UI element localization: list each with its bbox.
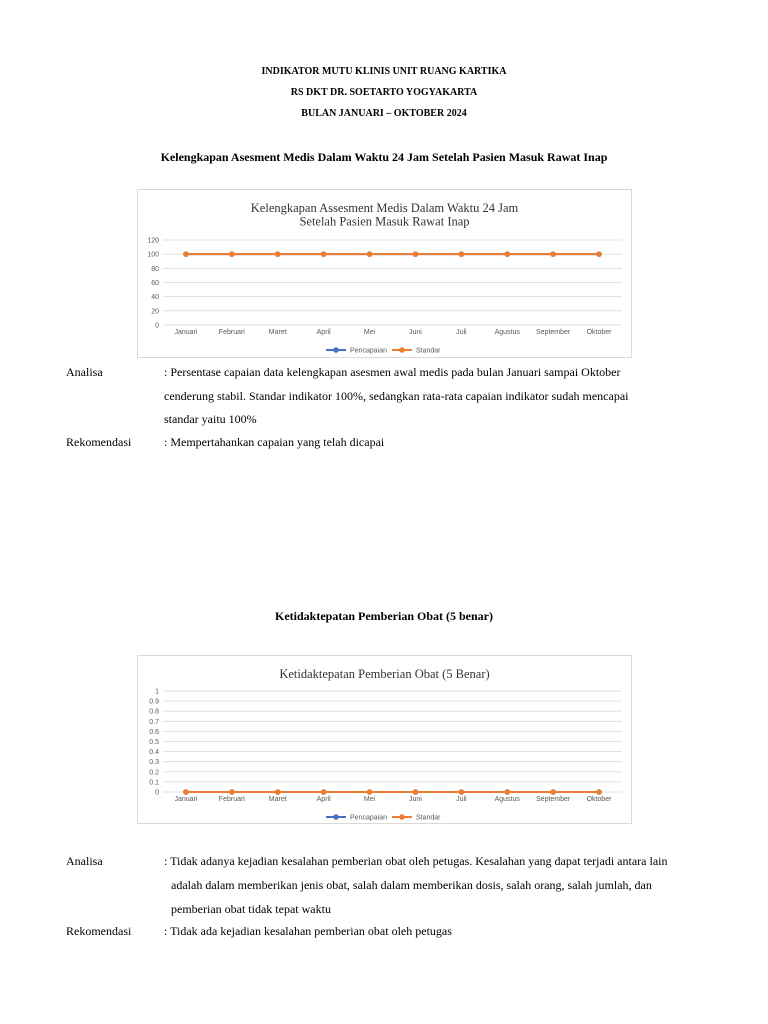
section1-analisa-line-3: standar yaitu 100% <box>164 412 257 426</box>
chart-2-ytick-label: 0.2 <box>149 769 159 777</box>
chart-2-series-standar-point <box>275 789 281 795</box>
chart-2-series-standar-point <box>183 789 189 795</box>
chart-2-xtick-label: Oktober <box>586 796 612 803</box>
chart-2-xtick-label: Maret <box>268 796 287 803</box>
chart-2-legend-pencapaian-marker <box>333 814 339 820</box>
chart-2-series-standar-point <box>459 789 465 795</box>
chart-2-ytick-label: 0.3 <box>149 759 159 767</box>
chart-2-xtick-label: Juli <box>456 796 467 803</box>
chart-1-xtick-label: Januari <box>174 329 198 336</box>
chart-1-xtick-label: Oktober <box>586 329 612 336</box>
chart-2-xtick-label: April <box>316 796 331 803</box>
chart-1-series-standar-point <box>550 251 556 257</box>
chart-2-xtick-label: Januari <box>174 796 198 803</box>
chart-2-series-standar-point <box>229 789 235 795</box>
chart-1 <box>137 189 632 358</box>
chart-2-legend-standar-marker <box>399 814 405 820</box>
chart-2-series-standar-point <box>550 789 556 795</box>
chart-2-title-line-1: Ketidaktepatan Pemberian Obat (5 Benar) <box>279 667 490 681</box>
chart-1-xtick-label: Februari <box>218 329 245 336</box>
chart-2-ytick-label: 0 <box>155 789 159 797</box>
chart-1-ytick-label: 60 <box>151 280 159 287</box>
section2-analisa-line-3: pemberian obat tidak tepat waktu <box>171 901 331 916</box>
chart-2-xtick-label: Juni <box>409 796 422 803</box>
section1-analisa-line-2: cenderung stabil. Standar indikator 100%, sedangkan rata-rata capaian indikator sudah mencapai <box>164 388 629 403</box>
chart-2-svg <box>138 656 631 823</box>
chart-2-series-standar-point <box>504 789 510 795</box>
section2-analisa-line-1: : Tidak adanya kejadian kesalahan pemberian obat oleh petugas. Kesalahan yang dapat terjadi antara lain <box>164 854 668 868</box>
chart-1-legend-pencapaian-label: Pencapaian <box>350 347 387 355</box>
chart-1-series-standar-point <box>183 251 189 257</box>
chart-1-series-standar-point <box>229 251 235 257</box>
chart-1-ytick-label: 20 <box>151 308 159 316</box>
section1-analisa-label: Analisa <box>66 365 103 379</box>
chart-2-xtick-label: Februari <box>218 796 245 803</box>
report-title-line-3: BULAN JANUARI – OKTOBER 2024 <box>301 108 467 119</box>
chart-1-series-standar-point <box>275 251 281 257</box>
section2-analisa-line-2: adalah dalam memberikan jenis obat, salah dalam memberikan dosis, salah orang, salah jumlah, dan <box>171 878 652 892</box>
chart-1-xtick-label: Maret <box>268 329 287 336</box>
chart-2-xtick-label: Mei <box>363 796 376 803</box>
chart-1-ytick-label: 0 <box>155 322 159 330</box>
chart-1-xtick-label: Juni <box>409 329 422 336</box>
chart-1-ytick-label: 40 <box>151 294 159 302</box>
chart-2-series-standar-point <box>596 789 602 795</box>
section1-rekomendasi-text: : Mempertahankan capaian yang telah dicapai <box>164 435 385 449</box>
report-title-line-2: RS DKT DR. SOETARTO YOGYAKARTA <box>290 87 478 98</box>
chart-2-ytick-label: 1 <box>155 688 159 696</box>
chart-2-xtick-label: Agustus <box>494 796 520 803</box>
chart-1-legend-pencapaian-marker <box>333 347 339 353</box>
section1-rekomendasi-label: Rekomendasi <box>66 435 132 449</box>
chart-1-xtick-label: Agustus <box>494 329 520 336</box>
chart-2-legend-standar-label: Standar <box>416 814 441 822</box>
chart-1-series-standar-point <box>504 251 510 257</box>
chart-2-ytick-label: 0.1 <box>149 779 159 787</box>
chart-2-ytick-label: 0.6 <box>149 728 159 736</box>
chart-1-series-standar-point <box>367 251 373 257</box>
chart-2-ytick-label: 0.5 <box>149 739 159 746</box>
chart-2-ytick-label: 0.4 <box>149 749 159 757</box>
chart-1-xtick-label: Juli <box>456 329 467 336</box>
chart-1-xtick-label: April <box>316 329 331 336</box>
chart-1-svg <box>138 190 631 357</box>
chart-1-legend-standar-label: Standar <box>416 347 441 355</box>
chart-2-ytick-label: 0.7 <box>149 718 159 726</box>
section2-analisa-label: Analisa <box>66 854 103 868</box>
chart-1-xtick-label: September <box>536 329 571 336</box>
chart-2-legend-pencapaian-label: Pencapaian <box>350 814 387 822</box>
chart-1-ytick-label: 120 <box>147 237 159 245</box>
chart-2-series-standar-point <box>413 789 419 795</box>
chart-1-ytick-label: 80 <box>151 265 159 273</box>
chart-1-legend-standar-marker <box>399 347 405 353</box>
chart-1-series-standar-point <box>459 251 465 257</box>
chart-1-ytick-label: 100 <box>147 251 159 259</box>
section2-rekomendasi-text: : Tidak ada kejadian kesalahan pemberian obat oleh petugas <box>164 924 452 938</box>
chart-1-series-standar-point <box>596 251 602 257</box>
chart-2-ytick-label: 0.9 <box>149 698 159 706</box>
section1-heading: Kelengkapan Asesment Medis Dalam Waktu 24 Jam Setelah Pasien Masuk Rawat Inap <box>160 150 608 164</box>
chart-2-series-standar-point <box>367 789 373 795</box>
chart-1-title-line-2: Setelah Pasien Masuk Rawat Inap <box>299 214 470 229</box>
chart-2-series-standar-point <box>321 789 327 795</box>
chart-1-title-line-1: Kelengkapan Assesment Medis Dalam Waktu 24 Jam <box>250 201 519 215</box>
chart-1-series-standar-point <box>413 251 419 257</box>
section2-rekomendasi-label: Rekomendasi <box>66 924 132 938</box>
chart-2 <box>137 655 632 824</box>
section2-heading: Ketidaktepatan Pemberian Obat (5 benar) <box>275 609 493 623</box>
section1-analisa-line-1: : Persentase capaian data kelengkapan asesmen awal medis pada bulan Januari sampai Oktober <box>164 365 621 379</box>
chart-2-ytick-label: 0.8 <box>149 708 159 716</box>
chart-1-xtick-label: Mei <box>363 329 376 336</box>
chart-2-xtick-label: September <box>536 796 571 803</box>
chart-1-series-standar-point <box>321 251 327 257</box>
report-title-line-1: INDIKATOR MUTU KLINIS UNIT RUANG KARTIKA <box>261 66 507 77</box>
